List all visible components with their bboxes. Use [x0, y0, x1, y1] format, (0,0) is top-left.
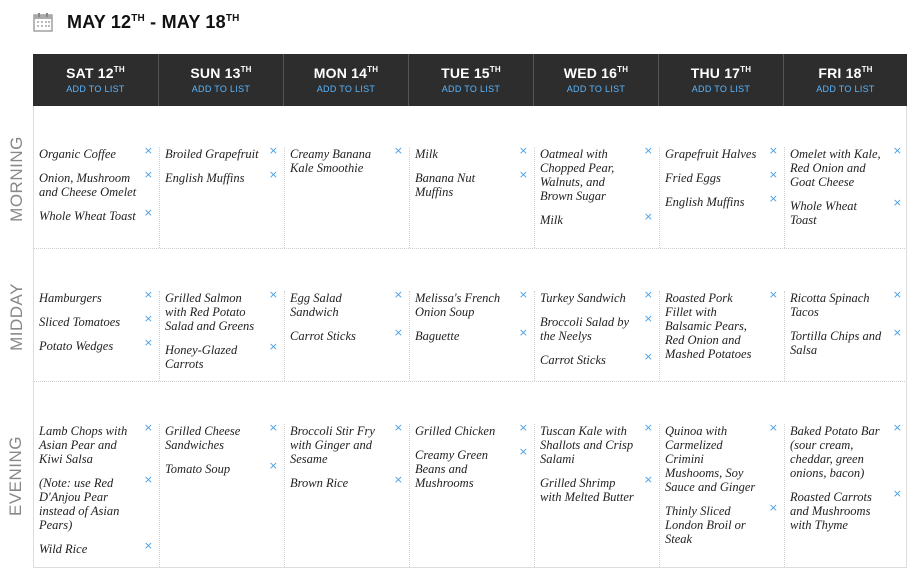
- meal-item[interactable]: [290, 326, 403, 343]
- day-label: [784, 65, 907, 81]
- meal-cell: [34, 144, 159, 248]
- meal-item[interactable]: [790, 326, 902, 357]
- meal-cell: [784, 288, 908, 381]
- meal-plan-grid: [33, 54, 907, 568]
- meal-item-label: (Note: use Red D'Anjou Pear instead of Asian Pears): [39, 476, 120, 532]
- remove-icon[interactable]: ×: [643, 210, 653, 223]
- meal-cell: [534, 288, 659, 381]
- meal-item-label: Milk: [415, 147, 438, 161]
- meal-item[interactable]: [665, 421, 778, 494]
- meal-item-label: Whole Wheat Toast: [790, 199, 857, 227]
- meal-item[interactable]: [415, 144, 528, 161]
- meal-item-label: Baked Potato Bar (sour cream, cheddar, green onions, bacon): [790, 424, 880, 480]
- meal-cell: [409, 144, 534, 248]
- day-suffix: TH: [740, 65, 752, 74]
- meal-cell: [534, 421, 659, 567]
- meal-cell: [159, 421, 284, 567]
- day-suffix: TH: [489, 65, 501, 74]
- meal-item-label: Broiled Grapefruit: [165, 147, 259, 161]
- meal-cell: [284, 144, 409, 248]
- meal-item[interactable]: [540, 312, 653, 343]
- meal-cell: [34, 421, 159, 567]
- remove-icon[interactable]: ×: [518, 326, 528, 339]
- remove-icon[interactable]: ×: [892, 326, 902, 339]
- remove-icon[interactable]: ×: [643, 421, 653, 434]
- meal-item-label: Milk: [540, 213, 563, 227]
- calendar-icon: [33, 12, 53, 32]
- meal-item[interactable]: [39, 168, 153, 199]
- meal-item-label: Banana Nut Muffins: [415, 171, 476, 199]
- meal-item-label: Quinoa with Carmelized Crimini Mushooms, Soy Sauce and Ginger: [665, 424, 756, 494]
- meal-item[interactable]: [39, 473, 153, 532]
- meal-cell: [784, 421, 908, 567]
- slot-label-evening: [0, 383, 33, 569]
- remove-icon[interactable]: ×: [518, 445, 528, 458]
- meal-item[interactable]: [790, 487, 902, 532]
- meal-item-label: Broccoli Stir Fry with Ginger and Sesame: [290, 424, 375, 466]
- remove-icon[interactable]: ×: [268, 421, 278, 434]
- meal-cell: [784, 144, 908, 248]
- day-name: MON 14: [313, 65, 368, 81]
- meal-item[interactable]: [665, 144, 778, 161]
- meal-item-label: Tuscan Kale with Shallots and Crisp Salami: [540, 424, 634, 466]
- meal-item-label: Turkey Sandwich: [540, 291, 626, 305]
- remove-icon[interactable]: ×: [768, 192, 778, 205]
- meal-item[interactable]: [290, 421, 403, 466]
- meal-item[interactable]: [415, 168, 528, 199]
- title-end-suffix: TH: [225, 12, 240, 24]
- remove-icon[interactable]: ×: [643, 350, 653, 363]
- add-to-list-link[interactable]: ADD TO LIST: [316, 84, 376, 94]
- remove-icon[interactable]: ×: [892, 487, 902, 500]
- remove-icon[interactable]: ×: [892, 288, 902, 301]
- day-column-header: [408, 54, 533, 106]
- meal-item[interactable]: [39, 206, 153, 223]
- meal-cell: [409, 421, 534, 567]
- day-name: FRI 18: [818, 65, 862, 81]
- add-to-list-link[interactable]: ADD TO LIST: [816, 84, 875, 94]
- day-suffix: TH: [367, 65, 379, 74]
- add-to-list-link[interactable]: ADD TO LIST: [66, 84, 125, 94]
- meal-item[interactable]: [39, 312, 153, 329]
- day-name: TUE 15: [441, 65, 490, 81]
- meal-item[interactable]: [415, 421, 528, 438]
- meal-item[interactable]: [39, 288, 153, 305]
- meal-item-label: English Muffins: [165, 171, 245, 185]
- midday-row: [33, 249, 907, 382]
- meal-item-label: Omelet with Kale, Red Onion and Goat Cheese: [790, 147, 881, 189]
- week-header: [33, 8, 240, 36]
- remove-icon[interactable]: ×: [143, 473, 153, 486]
- meal-cell: [659, 144, 784, 248]
- slot-label-midday: [0, 250, 33, 383]
- meal-item[interactable]: [39, 336, 153, 353]
- day-column-header: [783, 54, 907, 106]
- remove-icon[interactable]: ×: [643, 144, 653, 157]
- day-name: THU 17: [690, 65, 741, 81]
- meal-item-label: Grilled Chicken: [415, 424, 496, 438]
- slot-label-morning: [0, 107, 33, 250]
- title-start-suffix: TH: [131, 12, 145, 24]
- title-end: - MAY 18: [144, 11, 226, 32]
- remove-icon[interactable]: ×: [268, 168, 278, 181]
- slot-label-text: MORNING: [6, 135, 26, 222]
- meal-cell: [534, 144, 659, 248]
- meal-item-label: Ricotta Spinach Tacos: [790, 291, 870, 319]
- meal-item-label: Thinly Sliced London Broil or Steak: [665, 504, 746, 546]
- meal-item[interactable]: [540, 421, 653, 466]
- remove-icon[interactable]: ×: [892, 196, 902, 209]
- meal-item-label: Creamy Green Beans and Mushrooms: [415, 448, 489, 490]
- meal-item[interactable]: [540, 210, 653, 227]
- remove-icon[interactable]: ×: [768, 421, 778, 434]
- remove-icon[interactable]: ×: [892, 421, 902, 434]
- meal-item-label: Fried Eggs: [665, 171, 721, 185]
- meal-item-label: Grilled Shrimp with Melted Butter: [540, 476, 634, 504]
- meal-item-label: Brown Rice: [290, 476, 349, 490]
- day-header-row: [33, 54, 907, 106]
- remove-icon[interactable]: ×: [768, 501, 778, 514]
- remove-icon[interactable]: ×: [643, 312, 653, 325]
- day-suffix: TH: [240, 65, 252, 74]
- add-to-list-link[interactable]: ADD TO LIST: [441, 84, 501, 94]
- meal-item[interactable]: [39, 421, 153, 466]
- meal-item-label: Organic Coffee: [39, 147, 116, 161]
- meal-cell: [659, 288, 784, 381]
- meal-item[interactable]: [290, 473, 403, 490]
- meal-cell: [284, 288, 409, 381]
- meal-item-label: Creamy Banana Kale Smoothie: [290, 147, 372, 175]
- day-column-header: [283, 54, 408, 106]
- meal-item-label: Melissa's French Onion Soup: [415, 291, 501, 319]
- meal-item-label: Carrot Sticks: [290, 329, 356, 343]
- remove-icon[interactable]: ×: [518, 168, 528, 181]
- meal-item-label: Tomato Soup: [165, 462, 231, 476]
- remove-icon[interactable]: ×: [518, 144, 528, 157]
- day-column-header: [533, 54, 658, 106]
- day-column-header: [158, 54, 283, 106]
- remove-icon[interactable]: ×: [268, 340, 278, 353]
- meal-cell: [409, 288, 534, 381]
- meal-item[interactable]: [790, 196, 902, 227]
- meal-item-label: Roasted Pork Fillet with Balsamic Pears, Red Onion and Mashed Potatoes: [665, 291, 752, 361]
- meal-item-label: Grilled Salmon with Red Potato Salad and Greens: [165, 291, 255, 333]
- remove-icon[interactable]: ×: [518, 288, 528, 301]
- remove-icon[interactable]: ×: [393, 473, 403, 486]
- meal-item[interactable]: [540, 144, 653, 203]
- add-to-list-link[interactable]: ADD TO LIST: [566, 84, 626, 94]
- remove-icon[interactable]: ×: [143, 288, 153, 301]
- meal-item[interactable]: [540, 288, 653, 305]
- meal-item[interactable]: [165, 144, 278, 161]
- meal-item-label: Honey-Glazed Carrots: [165, 343, 238, 371]
- slot-label-text: EVENING: [6, 435, 26, 517]
- meal-cell: [159, 144, 284, 248]
- day-label: [33, 65, 158, 81]
- meal-item[interactable]: [290, 288, 403, 319]
- meal-item[interactable]: [290, 144, 403, 175]
- meal-cell: [284, 421, 409, 567]
- remove-icon[interactable]: ×: [268, 144, 278, 157]
- meal-cell: [159, 288, 284, 381]
- remove-icon[interactable]: ×: [393, 421, 403, 434]
- remove-icon[interactable]: ×: [393, 326, 403, 339]
- remove-icon[interactable]: ×: [643, 288, 653, 301]
- add-to-list-link[interactable]: ADD TO LIST: [691, 84, 751, 94]
- remove-icon[interactable]: ×: [143, 421, 153, 434]
- remove-icon[interactable]: ×: [143, 336, 153, 349]
- day-label: [284, 65, 408, 81]
- meal-item-label: Baguette: [415, 329, 460, 343]
- evening-row: [33, 382, 907, 568]
- day-label: [409, 65, 533, 81]
- meal-item-label: Lamb Chops with Asian Pear and Kiwi Salsa: [39, 424, 128, 466]
- meal-item-label: Hamburgers: [39, 291, 102, 305]
- meal-item-label: Tortilla Chips and Salsa: [790, 329, 882, 357]
- remove-icon[interactable]: ×: [643, 473, 653, 486]
- remove-icon[interactable]: ×: [393, 288, 403, 301]
- meal-item[interactable]: [540, 473, 653, 504]
- remove-icon[interactable]: ×: [143, 312, 153, 325]
- page-title: [67, 12, 240, 33]
- meal-item-label: Sliced Tomatoes: [39, 315, 121, 329]
- meal-item[interactable]: [165, 168, 278, 185]
- meal-item[interactable]: [39, 539, 153, 556]
- meal-item[interactable]: [790, 144, 902, 189]
- meal-item-label: Grilled Cheese Sandwiches: [165, 424, 241, 452]
- meal-item-label: Wild Rice: [39, 542, 88, 556]
- meal-item[interactable]: [540, 350, 653, 367]
- add-to-list-link[interactable]: ADD TO LIST: [191, 84, 251, 94]
- day-name: SUN 13: [190, 65, 241, 81]
- meal-cell: [659, 421, 784, 567]
- meal-item[interactable]: [165, 340, 278, 371]
- meal-item[interactable]: [165, 288, 278, 333]
- day-label: [534, 65, 658, 81]
- day-name: SAT 12: [66, 65, 114, 81]
- remove-icon[interactable]: ×: [143, 144, 153, 157]
- meal-item[interactable]: [665, 192, 778, 209]
- day-name: WED 16: [563, 65, 618, 81]
- meal-item[interactable]: [165, 459, 278, 476]
- meal-item[interactable]: [665, 168, 778, 185]
- remove-icon[interactable]: ×: [768, 144, 778, 157]
- meal-cell: [34, 288, 159, 381]
- day-column-header: [658, 54, 783, 106]
- meal-item[interactable]: [415, 445, 528, 490]
- meal-item[interactable]: [415, 326, 528, 343]
- meal-item[interactable]: [665, 501, 778, 546]
- meal-item[interactable]: [415, 288, 528, 319]
- meal-item[interactable]: [39, 144, 153, 161]
- meal-item-label: Grapefruit Halves: [665, 147, 757, 161]
- meal-item[interactable]: [165, 421, 278, 452]
- remove-icon[interactable]: ×: [143, 168, 153, 181]
- day-label: [159, 65, 283, 81]
- day-suffix: TH: [113, 65, 125, 74]
- remove-icon[interactable]: ×: [518, 421, 528, 434]
- meal-item-label: Oatmeal with Chopped Pear, Walnuts, and Brown Sugar: [540, 147, 615, 203]
- meal-item-label: Onion, Mushroom and Cheese Omelet: [39, 171, 137, 199]
- remove-icon[interactable]: ×: [268, 459, 278, 472]
- meal-item[interactable]: [790, 288, 902, 319]
- meal-item-label: Carrot Sticks: [540, 353, 606, 367]
- meal-item-label: Whole Wheat Toast: [39, 209, 136, 223]
- slot-label-text: MIDDAY: [6, 282, 26, 351]
- meal-item-label: Roasted Carrots and Mushrooms with Thyme: [790, 490, 872, 532]
- remove-icon[interactable]: ×: [768, 168, 778, 181]
- meal-item-label: Potato Wedges: [39, 339, 114, 353]
- remove-icon[interactable]: ×: [768, 288, 778, 301]
- day-label: [659, 65, 783, 81]
- day-suffix: TH: [861, 65, 873, 74]
- day-suffix: TH: [617, 65, 629, 74]
- meal-item-label: Egg Salad Sandwich: [290, 291, 342, 319]
- meal-item-label: Broccoli Salad by the Neelys: [540, 315, 630, 343]
- day-column-header: [33, 54, 158, 106]
- meal-item-label: English Muffins: [665, 195, 745, 209]
- title-start: MAY 12: [67, 11, 132, 32]
- remove-icon[interactable]: ×: [393, 144, 403, 157]
- remove-icon[interactable]: ×: [143, 206, 153, 219]
- meal-item[interactable]: [790, 421, 902, 480]
- remove-icon[interactable]: ×: [268, 288, 278, 301]
- remove-icon[interactable]: ×: [892, 144, 902, 157]
- meal-item[interactable]: [665, 288, 778, 361]
- remove-icon[interactable]: ×: [143, 539, 153, 552]
- morning-row: [33, 106, 907, 249]
